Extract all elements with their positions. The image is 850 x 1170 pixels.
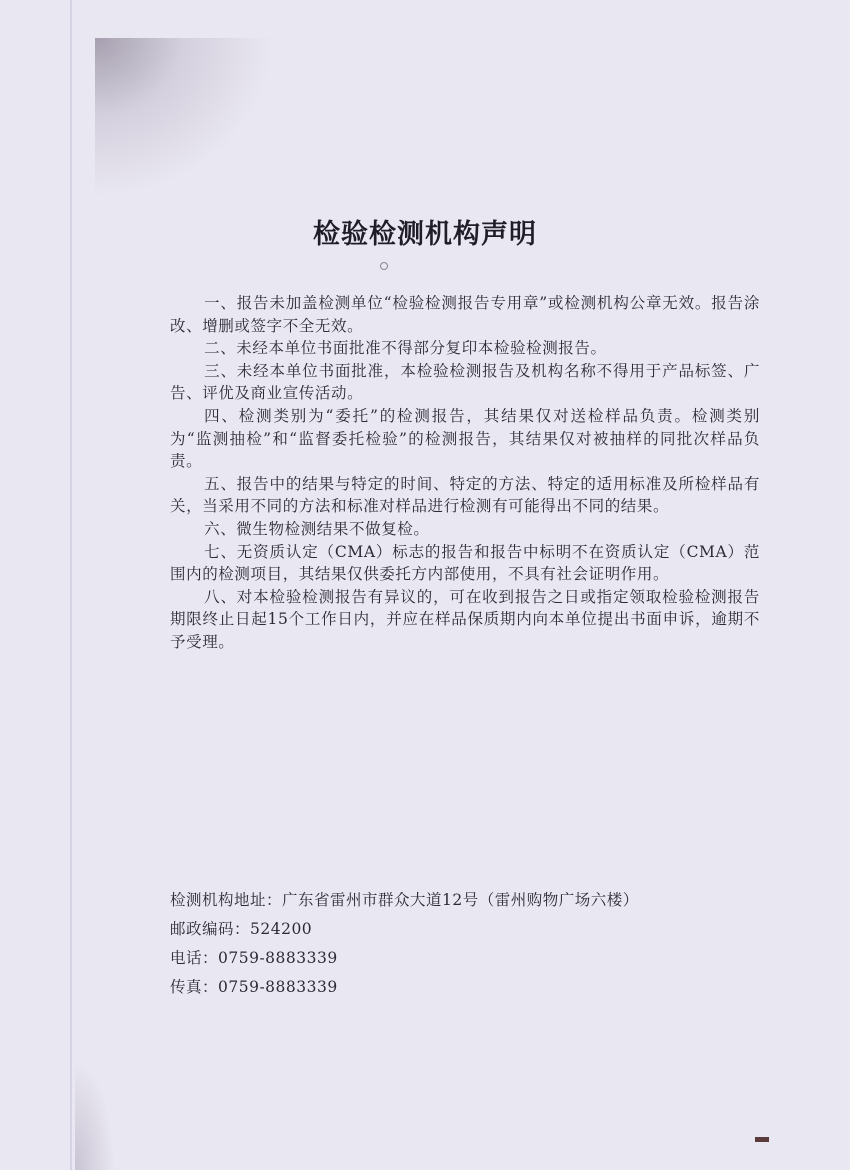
statement-item-7: 七、无资质认定（CMA）标志的报告和报告中标明不在资质认定（CMA）范围内的检测项目，其结果仅供委托方内部使用，不具有社会证明作用。 [170,542,760,584]
dot-mark [380,262,388,270]
document-title: 检验检测机构声明 [313,219,537,250]
statement-item-2: 二、未经本单位书面批准不得部分复印本检验检测报告。 [204,339,607,358]
statement-body [170,292,760,654]
bottom-smudge [75,1060,115,1170]
phone-line: 电话：0759-8883339 [170,949,338,967]
statement-item-4: 四、检测类别为“委托”的检测报告，其结果仅对送检样品负责。检测类别为“监测抽检”和“监督委托检验”的检测报告，其结果仅对被抽样的同批次样品负责。 [170,406,760,471]
postcode-line: 邮政编码：524200 [170,920,313,938]
address-line: 检测机构地址：广东省雷州市群众大道12号（雷州购物广场六楼） [170,891,639,909]
fax-line: 传真：0759-8883339 [170,978,338,996]
contact-info [170,886,770,1002]
left-edge-line [70,0,72,1170]
corner-mark [755,1137,769,1142]
statement-item-5: 五、报告中的结果与特定的时间、特定的方法、特定的适用标准及所检样品有关，当采用不同的方法和标准对样品进行检测有可能得出不同的结果。 [170,474,760,516]
statement-item-3: 三、未经本单位书面批准，本检验检测报告及机构名称不得用于产品标签、广告、评优及商业宣传活动。 [170,361,760,403]
scan-shadow [95,38,275,198]
statement-item-8: 八、对本检验检测报告有异议的，可在收到报告之日或指定领取检验检测报告期限终止日起15个工作日内，并应在样品保质期内向本单位提出书面申诉，逾期不予受理。 [170,587,760,651]
statement-item-6: 六、微生物检测结果不做复检。 [204,519,430,538]
statement-item-1: 一、报告未加盖检测单位“检验检测报告专用章”或检测机构公章无效。报告涂改、增删或签字不全无效。 [170,294,760,335]
